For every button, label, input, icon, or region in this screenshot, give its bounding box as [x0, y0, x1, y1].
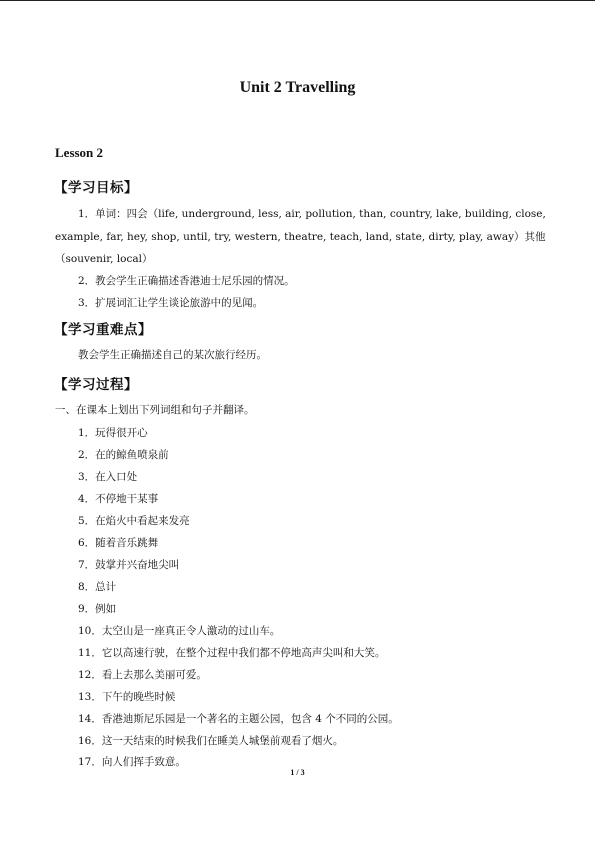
list-item: 8．总计 [78, 581, 117, 593]
list-item: 13．下午的晚些时候 [78, 691, 176, 703]
goals-line: example, far, hey, shop, until, try, western, theatre, teach, land, state, dirty, play, away）其他 [55, 231, 546, 243]
list-item: 7．鼓掌并兴奋地尖叫 [78, 559, 180, 571]
list-item: 3．在入口处 [78, 471, 138, 483]
goals-line: 1．单词：四会（life, underground, less, air, pollution, than, country, lake, building, close, [78, 208, 546, 220]
list-item: 6．随着音乐跳舞 [78, 537, 159, 549]
list-item: 10．太空山是一座真正令人激动的过山车。 [78, 625, 281, 637]
lesson-label: Lesson 2 [55, 145, 104, 160]
list-item: 12．看上去那么美丽可爱。 [78, 669, 207, 681]
list-item: 14．香港迪斯尼乐园是一个著名的主题公园，包含 4 个不同的公园。 [78, 713, 399, 725]
difficulty-heading: 【学习重难点】 [54, 322, 152, 338]
list-item: 9．例如 [78, 603, 117, 615]
top-rule [0, 0, 595, 1]
document-title: Unit 2 Travelling [239, 79, 356, 96]
list-item: 17．向人们挥手致意。 [78, 756, 186, 768]
goals-line: 3．扩展词汇让学生谈论旅游中的见闻。 [78, 297, 264, 309]
process-intro: 一、在课本上划出下列词组和句子并翻译。 [55, 404, 255, 416]
list-item: 5．在焰火中看起来发亮 [78, 515, 190, 527]
list-item: 16．这一天结束的时候我们在睡美人城堡前观看了烟火。 [78, 735, 344, 747]
list-item: 4．不停地干某事 [78, 493, 159, 505]
list-item: 2．在的鲸鱼喷泉前 [78, 449, 169, 461]
goals-line: （souvenir, local） [55, 253, 153, 265]
process-heading: 【学习过程】 [54, 377, 138, 393]
list-item: 11．它以高速行驶，在整个过程中我们都不停地高声尖叫和大笑。 [78, 647, 386, 659]
difficulty-text: 教会学生正确描述自己的某次旅行经历。 [78, 349, 267, 361]
goals-line: 2．教会学生正确描述香港迪士尼乐园的情况。 [78, 275, 295, 287]
goals-heading: 【学习目标】 [54, 180, 138, 196]
list-item: 1．玩得很开心 [78, 427, 148, 439]
page-number: 1 / 3 [290, 768, 305, 777]
